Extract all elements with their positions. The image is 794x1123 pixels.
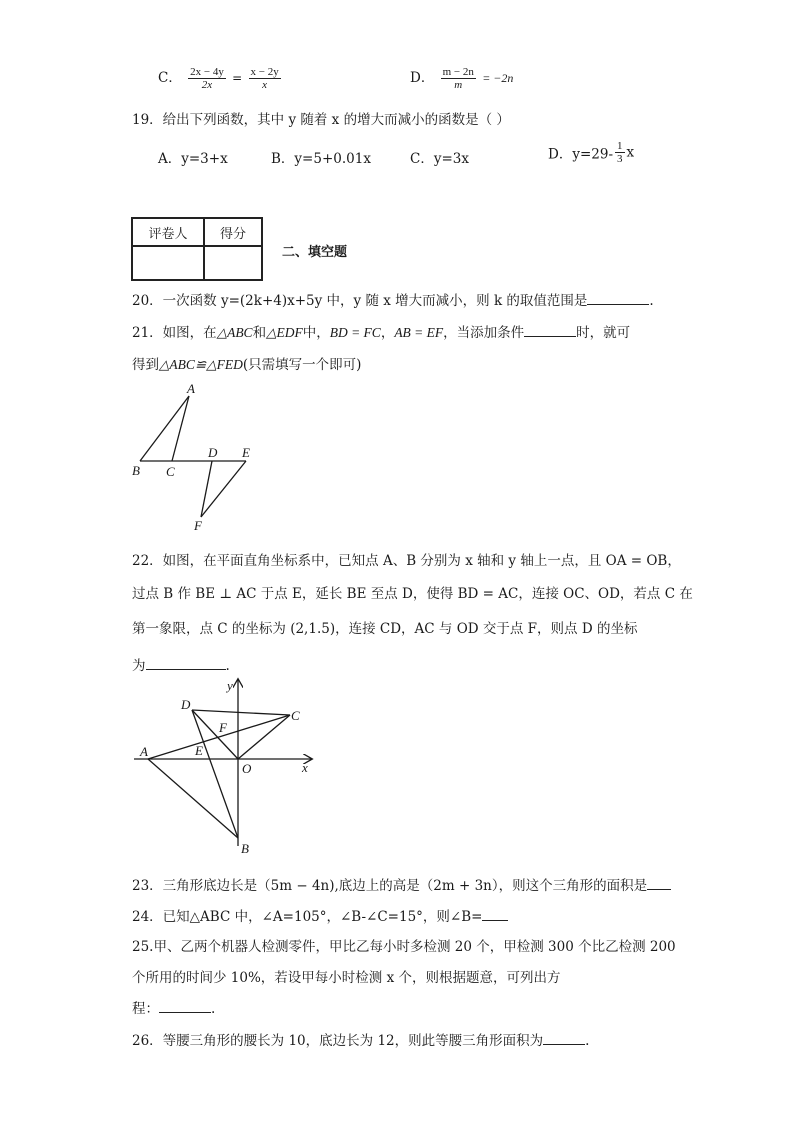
label-c: C <box>291 708 300 723</box>
answer-blank[interactable] <box>543 1030 585 1045</box>
label-o: O <box>242 761 252 776</box>
fraction: $\frac{x - 2y}{x}$ <box>250 66 279 91</box>
label-b: B <box>241 841 249 856</box>
q18-option-c: C． $\frac{2x - 4y}{2x}$ = $\frac{x - 2y}{x}$ <box>158 66 279 91</box>
q19-option-d: D．y=29- $\frac{1}{3}$ x <box>548 140 635 165</box>
q26-text: 26．等腰三角形的腰长为 10，底边长为 12，则此等腰三角形面积为 . <box>132 1029 589 1049</box>
label-a: A <box>140 744 148 759</box>
q25-line1: 25.甲、乙两个机器人检测零件，甲比乙每小时多检测 20 个，甲检测 300 个比乙检测 200 <box>132 939 676 955</box>
q22-line3: 第一象限，点 C 的坐标为 (2,1.5)，连接 CD，AC 与 OD 交于点 F，则点 D 的坐标 <box>132 621 638 637</box>
label-d: D <box>181 697 191 712</box>
reviewer-cell[interactable] <box>132 246 204 280</box>
score-table <box>131 217 263 281</box>
q21-figure <box>128 381 268 536</box>
segment-oc <box>238 715 290 759</box>
label-y: y <box>227 678 233 693</box>
q25-line2: 个所用的时间少 10%，若设甲每小时检测 x 个，则根据题意，可列出方 <box>132 970 561 986</box>
segment-df <box>201 461 212 517</box>
q23-text: 23．三角形底边长是（5m − 4n),底边上的高是（2m + 3n），则这个三角形的面积是 <box>132 874 671 894</box>
score-header: 得分 <box>204 218 262 246</box>
label-c: C <box>166 464 175 479</box>
answer-blank[interactable] <box>146 655 226 670</box>
answer-blank[interactable] <box>587 290 649 305</box>
reviewer-header: 评卷人 <box>132 218 204 246</box>
answer-blank[interactable] <box>647 875 671 890</box>
q19-option-a: A．y=3+x <box>158 151 228 167</box>
segment-dc <box>192 710 290 715</box>
score-cell[interactable] <box>204 246 262 280</box>
fraction: $\frac{2x - 4y}{2x}$ <box>190 66 224 91</box>
option-letter: C． <box>158 70 182 86</box>
fraction: $\frac{m - 2n}{m}$ <box>442 66 474 91</box>
section-title: 二、填空题 <box>282 245 348 260</box>
q24-text: 24．已知△ABC 中，∠A=105°，∠B-∠C=15°，则∠B= <box>132 905 508 925</box>
answer-blank[interactable] <box>524 322 576 337</box>
q22-figure <box>128 674 328 864</box>
label-f: F <box>219 720 227 735</box>
label-a: A <box>187 381 195 396</box>
answer-blank[interactable] <box>482 906 508 921</box>
q22-line2: 过点 B 作 BE ⊥ AC 于点 E，延长 BE 至点 D，使得 BD = AC，连接 OC、OD，若点 C 在 <box>132 586 693 602</box>
q22-line1: 22．如图，在平面直角坐标系中，已知点 A、B 分别为 x 轴和 y 轴上一点，且 OA = OB， <box>132 553 681 569</box>
q20-text: 20．一次函数 y=(2k+4)x+5y 中，y 随 x 增大而减小，则 k 的取值范围是 . <box>132 289 654 309</box>
option-letter: D． <box>410 70 435 86</box>
label-x: x <box>302 760 308 775</box>
q18-option-d: D． $\frac{m - 2n}{m}$ = −2n <box>410 66 514 91</box>
q25-line3: 程： . <box>132 997 215 1017</box>
segment-ac <box>172 396 189 461</box>
q22-line4: 为 . <box>132 654 230 674</box>
q21-line2: 得到△ABC≌△FED(只需填写一个即可) <box>132 357 362 373</box>
label-d: D <box>208 445 218 460</box>
segment-db <box>192 710 238 838</box>
label-e: E <box>195 743 203 758</box>
segment-ab <box>148 759 238 838</box>
q19-stem: 19．给出下列函数，其中 y 随着 x 的增大而减小的函数是（ ） <box>132 112 510 128</box>
label-f: F <box>194 518 202 533</box>
q19-option-c: C．y=3x <box>410 151 469 167</box>
label-e: E <box>242 445 250 460</box>
fraction: $\frac{1}{3}$ <box>617 140 623 165</box>
answer-blank[interactable] <box>159 998 211 1013</box>
label-b: B <box>132 463 140 478</box>
segment-ab <box>140 396 189 461</box>
q19-option-b: B．y=5+0.01x <box>271 151 371 167</box>
segment-fe <box>201 461 246 517</box>
q21-line1: 21．如图，在△ABC和△EDF中，BD = FC，AB = EF，当添加条件 时，就可 <box>132 321 630 341</box>
